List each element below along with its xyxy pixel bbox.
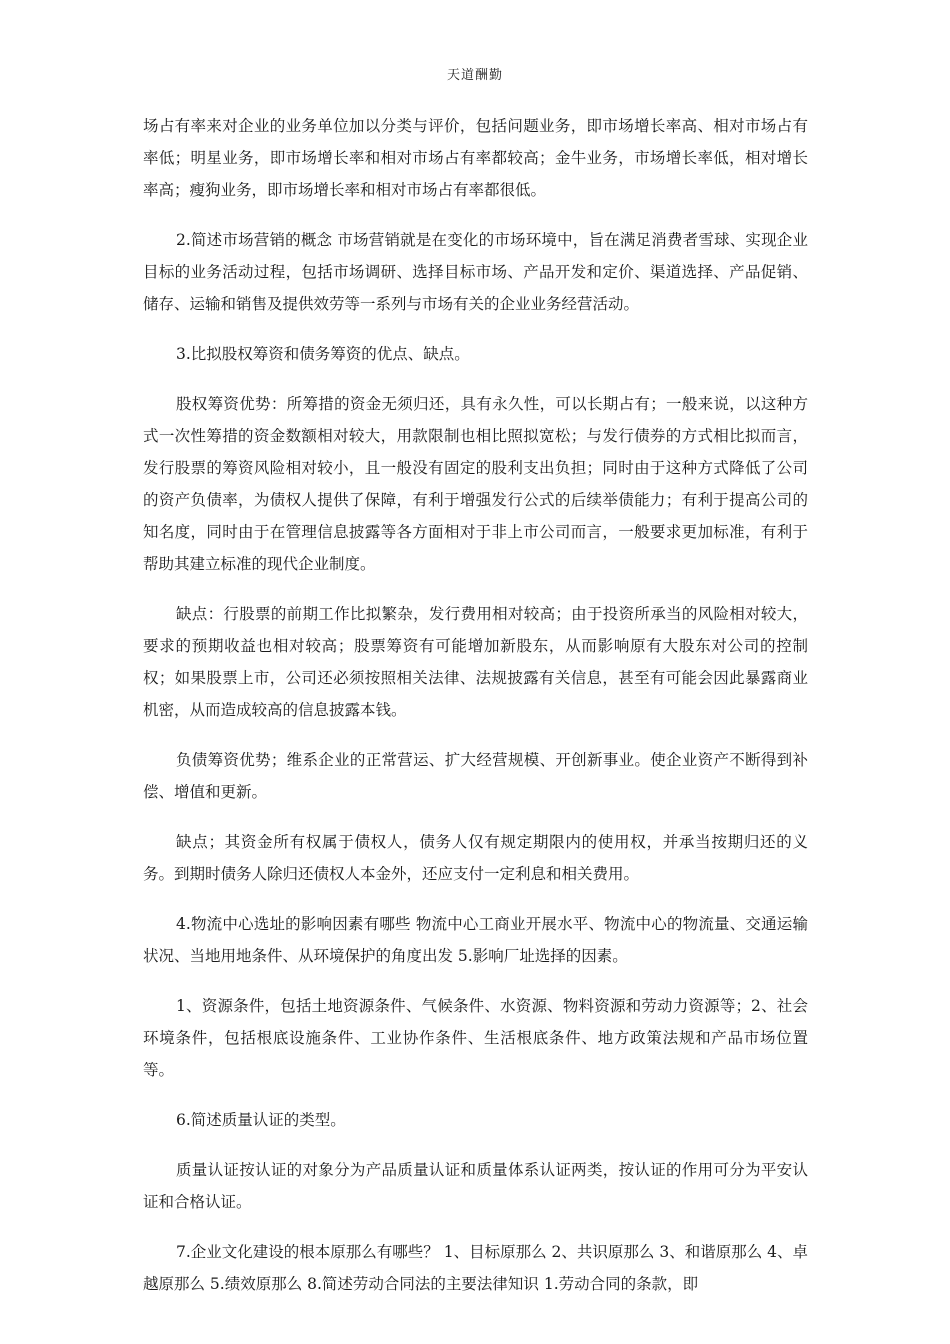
paragraph: 2.简述市场营销的概念 市场营销就是在变化的市场环境中，旨在满足消费者雪球、实现企业目标的业务活动过程，包括市场调研、选择目标市场、产品开发和定价、渠道选择、产品促销、储存、运输和销售及提供效劳等一系列与市场有关的企业业务经营活动。 [143, 231, 808, 313]
page-header: 天道酬勤 [446, 68, 503, 83]
paragraph: 7.企业文化建设的根本原那么有哪些？ 1、目标原那么 2、共识原那么 3、和谐原那么 4、卓越原那么 5.绩效原那么 8.简述劳动合同法的主要法律知识 1.劳动合同的条款，即 [143, 1243, 808, 1293]
paragraph: 6.简述质量认证的类型。 [176, 1111, 346, 1129]
paragraph: 场占有率来对企业的业务单位加以分类与评价，包括问题业务，即市场增长率高、相对市场占有率低；明星业务，即市场增长率和相对市场占有率都较高；金牛业务，市场增长率低，相对增长率高；瘦狗业务，即市场增长率和相对市场占有率都很低。 [143, 117, 808, 199]
paragraph: 负债筹资优势；维系企业的正常营运、扩大经营规模、开创新事业。使企业资产不断得到补偿、增值和更新。 [143, 751, 808, 801]
paragraph: 1、资源条件，包括土地资源条件、气候条件、水资源、物料资源和劳动力资源等；2、社会环境条件，包括根底设施条件、工业协作条件、生活根底条件、地方政策法规和产品市场位置等。 [143, 997, 808, 1079]
paragraph: 4.物流中心选址的影响因素有哪些 物流中心工商业开展水平、物流中心的物流量、交通运输状况、当地用地条件、从环境保护的角度出发 5.影响厂址选择的因素。 [143, 915, 808, 965]
paragraph: 质量认证按认证的对象分为产品质量认证和质量体系认证两类，按认证的作用可分为平安认证和合格认证。 [143, 1161, 808, 1211]
paragraph: 缺点；其资金所有权属于债权人，债务人仅有规定期限内的使用权，并承当按期归还的义务。到期时债务人除归还债权人本金外，还应支付一定利息和相关费用。 [143, 833, 808, 883]
paragraph: 股权筹资优势：所筹措的资金无须归还，具有永久性，可以长期占有；一般来说，以这种方式一次性筹措的资金数额相对较大，用款限制也相比照拟宽松；与发行债券的方式相比拟而言，发行股票的筹资风险相对较小，且一般没有固定的股利支出负担；同时由于这种方式降低了公司的资产负债率，为债权人提供了保障，有利于增强发行公式的后续举债能力；有利于提高公司的知名度，同时由于在管理信息披露等各方面相对于非上市公司而言，一般要求更加标准，有利于帮助其建立标准的现代企业制度。 [143, 395, 808, 573]
paragraph: 缺点：行股票的前期工作比拟繁杂，发行费用相对较高；由于投资所承当的风险相对较大，要求的预期收益也相对较高；股票筹资有可能增加新股东，从而影响原有大股东对公司的控制权；如果股票上市，公司还必须按照相关法律、法规披露有关信息，甚至有可能会因此暴露商业机密，从而造成较高的信息披露本钱。 [143, 605, 808, 719]
paragraph: 3.比拟股权筹资和债务筹资的优点、缺点。 [176, 345, 470, 363]
document-body [143, 110, 808, 1318]
